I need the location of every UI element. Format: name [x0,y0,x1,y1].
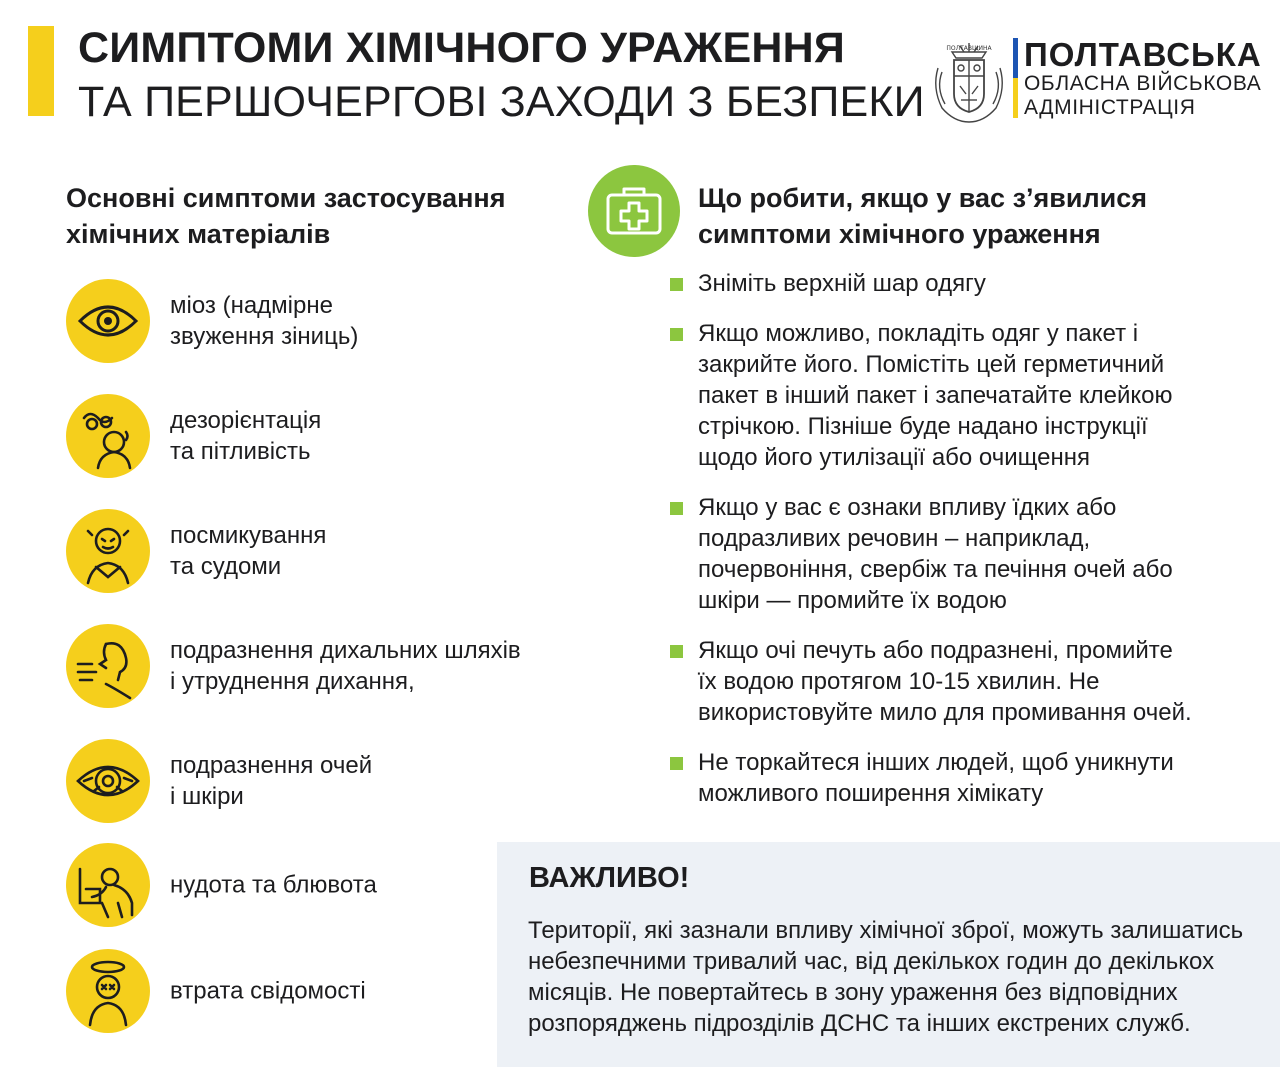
coughing-person-icon [66,624,150,708]
actions-list [670,268,1260,828]
coat-of-arms-icon [930,38,1008,124]
vomiting-person-icon [66,843,150,927]
symptom-item-disorientation [66,394,586,478]
bullet-square-icon [670,757,683,770]
list-item: Якщо у вас є ознаки впливу їдких або подразливих речовин – наприклад, почервоніння, свербіж та печіння очей або шкіри — промийте їх водою [670,492,1260,616]
symptom-text: подразнення очей [170,752,373,779]
important-text: Території, які зазнали впливу хімічної зброї, можуть залишатись небезпечними тривалий час, від декількох годин до декількох місяців. Не повертайтесь в зону ураження без відповідних розпоряджень підрозділів ДСНС та інших екстрених служб. [528,917,1244,1037]
logo-title: ПОЛТАВСЬКА [1024,36,1262,73]
page-subtitle: ТА ПЕРШОЧЕРГОВІ ЗАХОДИ З БЕЗПЕКИ [78,78,925,126]
important-heading: ВАЖЛИВО! [529,862,690,894]
list-item: Не торкайтеся інших людей, щоб уникнути можливого поширення хімікату [670,747,1260,809]
list-item: Якщо можливо, покладіть одяг у пакет і закрийте його. Помістіть цей герметичний пакет в інший пакет і запечатайте клейкою стрічкою. Пізніше буде надано інструкції щодо його утилізації або очищення [670,318,1260,473]
symptom-item-twitching [66,509,586,593]
fainting-person-icon [66,949,150,1033]
actions-heading [698,180,1147,252]
list-item: Зніміть верхній шар одягу [670,268,1260,299]
symptom-item-respiratory [66,624,586,708]
symptom-text: посмикування [170,522,327,549]
symptom-text: нудота та блювота [170,871,377,899]
symptoms-heading-line2: хімічних матеріалів [66,219,331,249]
symptom-text: і шкіри [170,783,244,810]
symptom-text: втрата свідомості [170,977,366,1005]
symptom-text: подразнення дихальних шляхів [170,637,521,664]
actions-heading-line2: симптоми хімічного ураження [698,219,1101,249]
irritated-eye-icon [66,739,150,823]
symptom-text: та судоми [170,553,282,580]
symptom-item-eye-skin-irritation [66,739,586,823]
dizzy-person-icon [66,394,150,478]
emblem-caption: ПОЛТАВЩИНА [946,45,992,52]
logo-line2: ОБЛАСНА ВІЙСЬКОВА [1024,72,1262,95]
twitching-person-icon [66,509,150,593]
first-aid-kit-circle [588,165,680,257]
flag-stripe [1013,38,1018,118]
symptom-text: дезорієнтація [170,407,322,434]
symptoms-heading [66,180,505,252]
first-aid-kit-icon [588,165,680,257]
bullet-square-icon [670,645,683,658]
symptom-item-miosis [66,279,586,363]
bullet-square-icon [670,278,683,291]
page-title: СИМПТОМИ ХІМІЧНОГО УРАЖЕННЯ [78,24,845,72]
actions-heading-line1: Що робити, якщо у вас з’явилися [698,183,1147,213]
symptom-text: та пітливість [170,438,311,465]
list-item: Якщо очі печуть або подразнені, промийте їх водою протягом 10-15 хвилин. Не використовуйте мило для промивання очей. [670,635,1260,728]
symptom-text: і утруднення дихання, [170,668,415,695]
eye-icon [66,279,150,363]
symptoms-heading-line1: Основні симптоми застосування [66,183,506,213]
logo-line3: АДМІНІСТРАЦІЯ [1024,96,1196,119]
accent-bar [28,26,54,116]
important-panel [497,842,1280,1067]
symptom-text: звуження зіниць) [170,323,359,350]
symptom-text: міоз (надмірне [170,292,333,319]
bullet-square-icon [670,328,683,341]
bullet-square-icon [670,502,683,515]
